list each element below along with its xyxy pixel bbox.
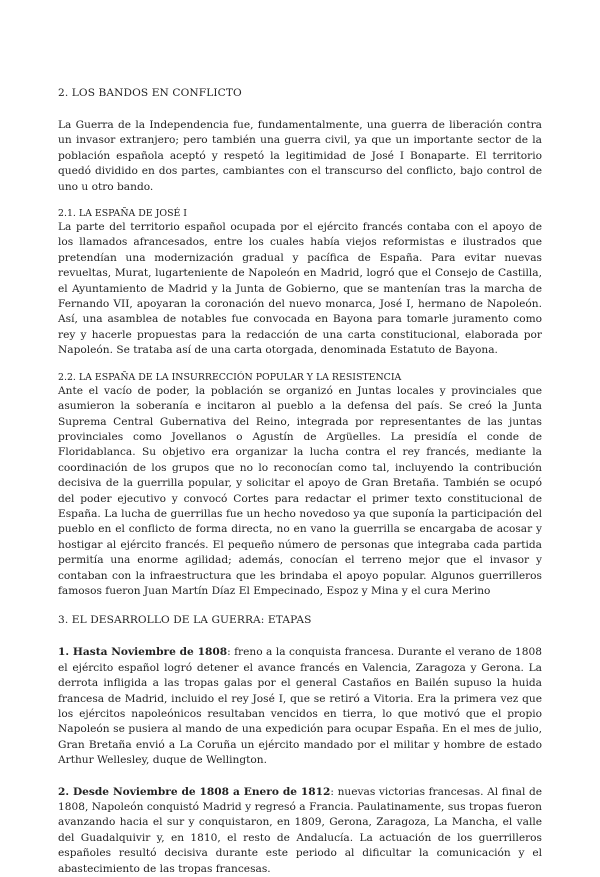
section-3-title: 3. EL DESARROLLO DE LA GUERRA: ETAPAS [58,614,312,627]
section-3-paragraph-1 [58,645,542,768]
section-3-paragraph-2 [58,785,542,877]
section-2-1-title: 2.1. LA ESPAÑA DE JOSÉ I [58,208,188,220]
stage-1-heading: 1. Hasta Noviembre de 1808 [58,646,228,659]
stage-2-text: : nuevas victorias francesas. Al final de 1808, Napoleón conquistó Madrid y regresó a Francia. Paulatinamente, sus tropas fueron avanzando hacia el sur y conquistaron, en 1809, Gerona, Zaragoza, La Mancha, el valle del Guadalquivir y, en 1810, el resto de Andalucía. La actuación de los guerrilleros españoles resultó decisiva durante este periodo al dificultar la comunicación y el abastecimiento de las tropas francesas. [58,785,542,875]
section-2-intro: La Guerra de la Independencia fue, fundamentalmente, una guerra de liberación contra un invasor extranjero; pero también una guerra civil, ya que un importante sector de la población española aceptó y respetó la legitimidad de José I Bonaparte. El territorio quedó dividido en dos partes, cambiantes con el transcurso del conflicto, bajo control de uno u otro bando. [58,119,542,193]
section-2-2-title: 2.2. LA ESPAÑA DE LA INSURRECCIÓN POPULAR Y LA RESISTENCIA [58,371,402,383]
section-2-title: 2. LOS BANDOS EN CONFLICTO [58,87,242,99]
stage-1-text: : freno a la conquista francesa. Durante el verano de 1808 el ejército español logró detener el avance francés en Valencia, Zaragoza y Gerona. La derrota infligida a las tropas galas por el general Castaños en Bailén supuso la huida francesa de Madrid, incluido el rey José I, que se retiró a Vitoria. Era la primera vez que los ejércitos napoleónicos resultaban vencidos en tierra, lo que motivó que el propio Napoleón se pusiera al mando de una expedición para ocupar España. En el mes de julio, Gran Bretaña envió a La Coruña un ejército mandado por el militar y hombre de estado Arthur Wellesley, duque de Wellington. [58,646,542,767]
section-2-1-text: La parte del territorio español ocupada por el ejército francés contaba con el apoyo de los llamados afrancesados, entre los cuales había viejos reformistas e ilustrados que pretendían una modernización gradual y pacífica de España. Para evitar nuevas revueltas, Murat, lugarteniente de Napoleón en Madrid, logró que el Consejo de Castilla, el Ayuntamiento de Madrid y la Junta de Gobierno, que se mantenían tras la marcha de Fernando VII, apoyaran la coronación del nuevo monarca, José I, hermano de Napoleón. Así, una asamblea de notables fue convocada en Bayona para tomarle juramento como rey y hacerle propuestas para la redacción de una carta constitucional, elaborada por Napoleón. Se trataba así de una carta otorgada, denominada Estatuto de Bayona. [58,221,542,357]
stage-2-heading: 2. Desde Noviembre de 1808 a Enero de 1812 [58,785,331,798]
section-2-2-text: Ante el vacío de poder, la población se organizó en Juntas locales y provinciales que asumieron la soberanía e incitaron al pueblo a la defensa del país. Se creó la Junta Suprema Central Gubernativa del Reino, integrada por representantes de las juntas provinciales como Jovellanos o Agustín de Argüelles. La presidía el conde de Floridablanca. Su objetivo era organizar la lucha contra el rey francés, mediante la coordinación de los grupos que no lo reconocían como tal, incluyendo la contribución decisiva de la guerrilla popular, y solicitar el apoyo de Gran Bretaña. También se ocupó del poder ejecutivo y convocó Cortes para redactar el primer texto constitucional de España. La lucha de guerrillas fue un hecho novedoso ya que suponía la participación del pueblo en el conflicto de forma directa, no en vano la guerrilla se encargaba de acosar y hostigar al ejército francés. El pequeño número de personas que integraba cada partida permitía una enorme agilidad; además, conocían el terreno mejor que el invasor y contaban con la infraestructura que les brindaba el apoyo popular. Algunos guerrilleros famosos fueron Juan Martín Díaz El Empecinado, Espoz y Mina y el cura Merino [58,384,542,597]
